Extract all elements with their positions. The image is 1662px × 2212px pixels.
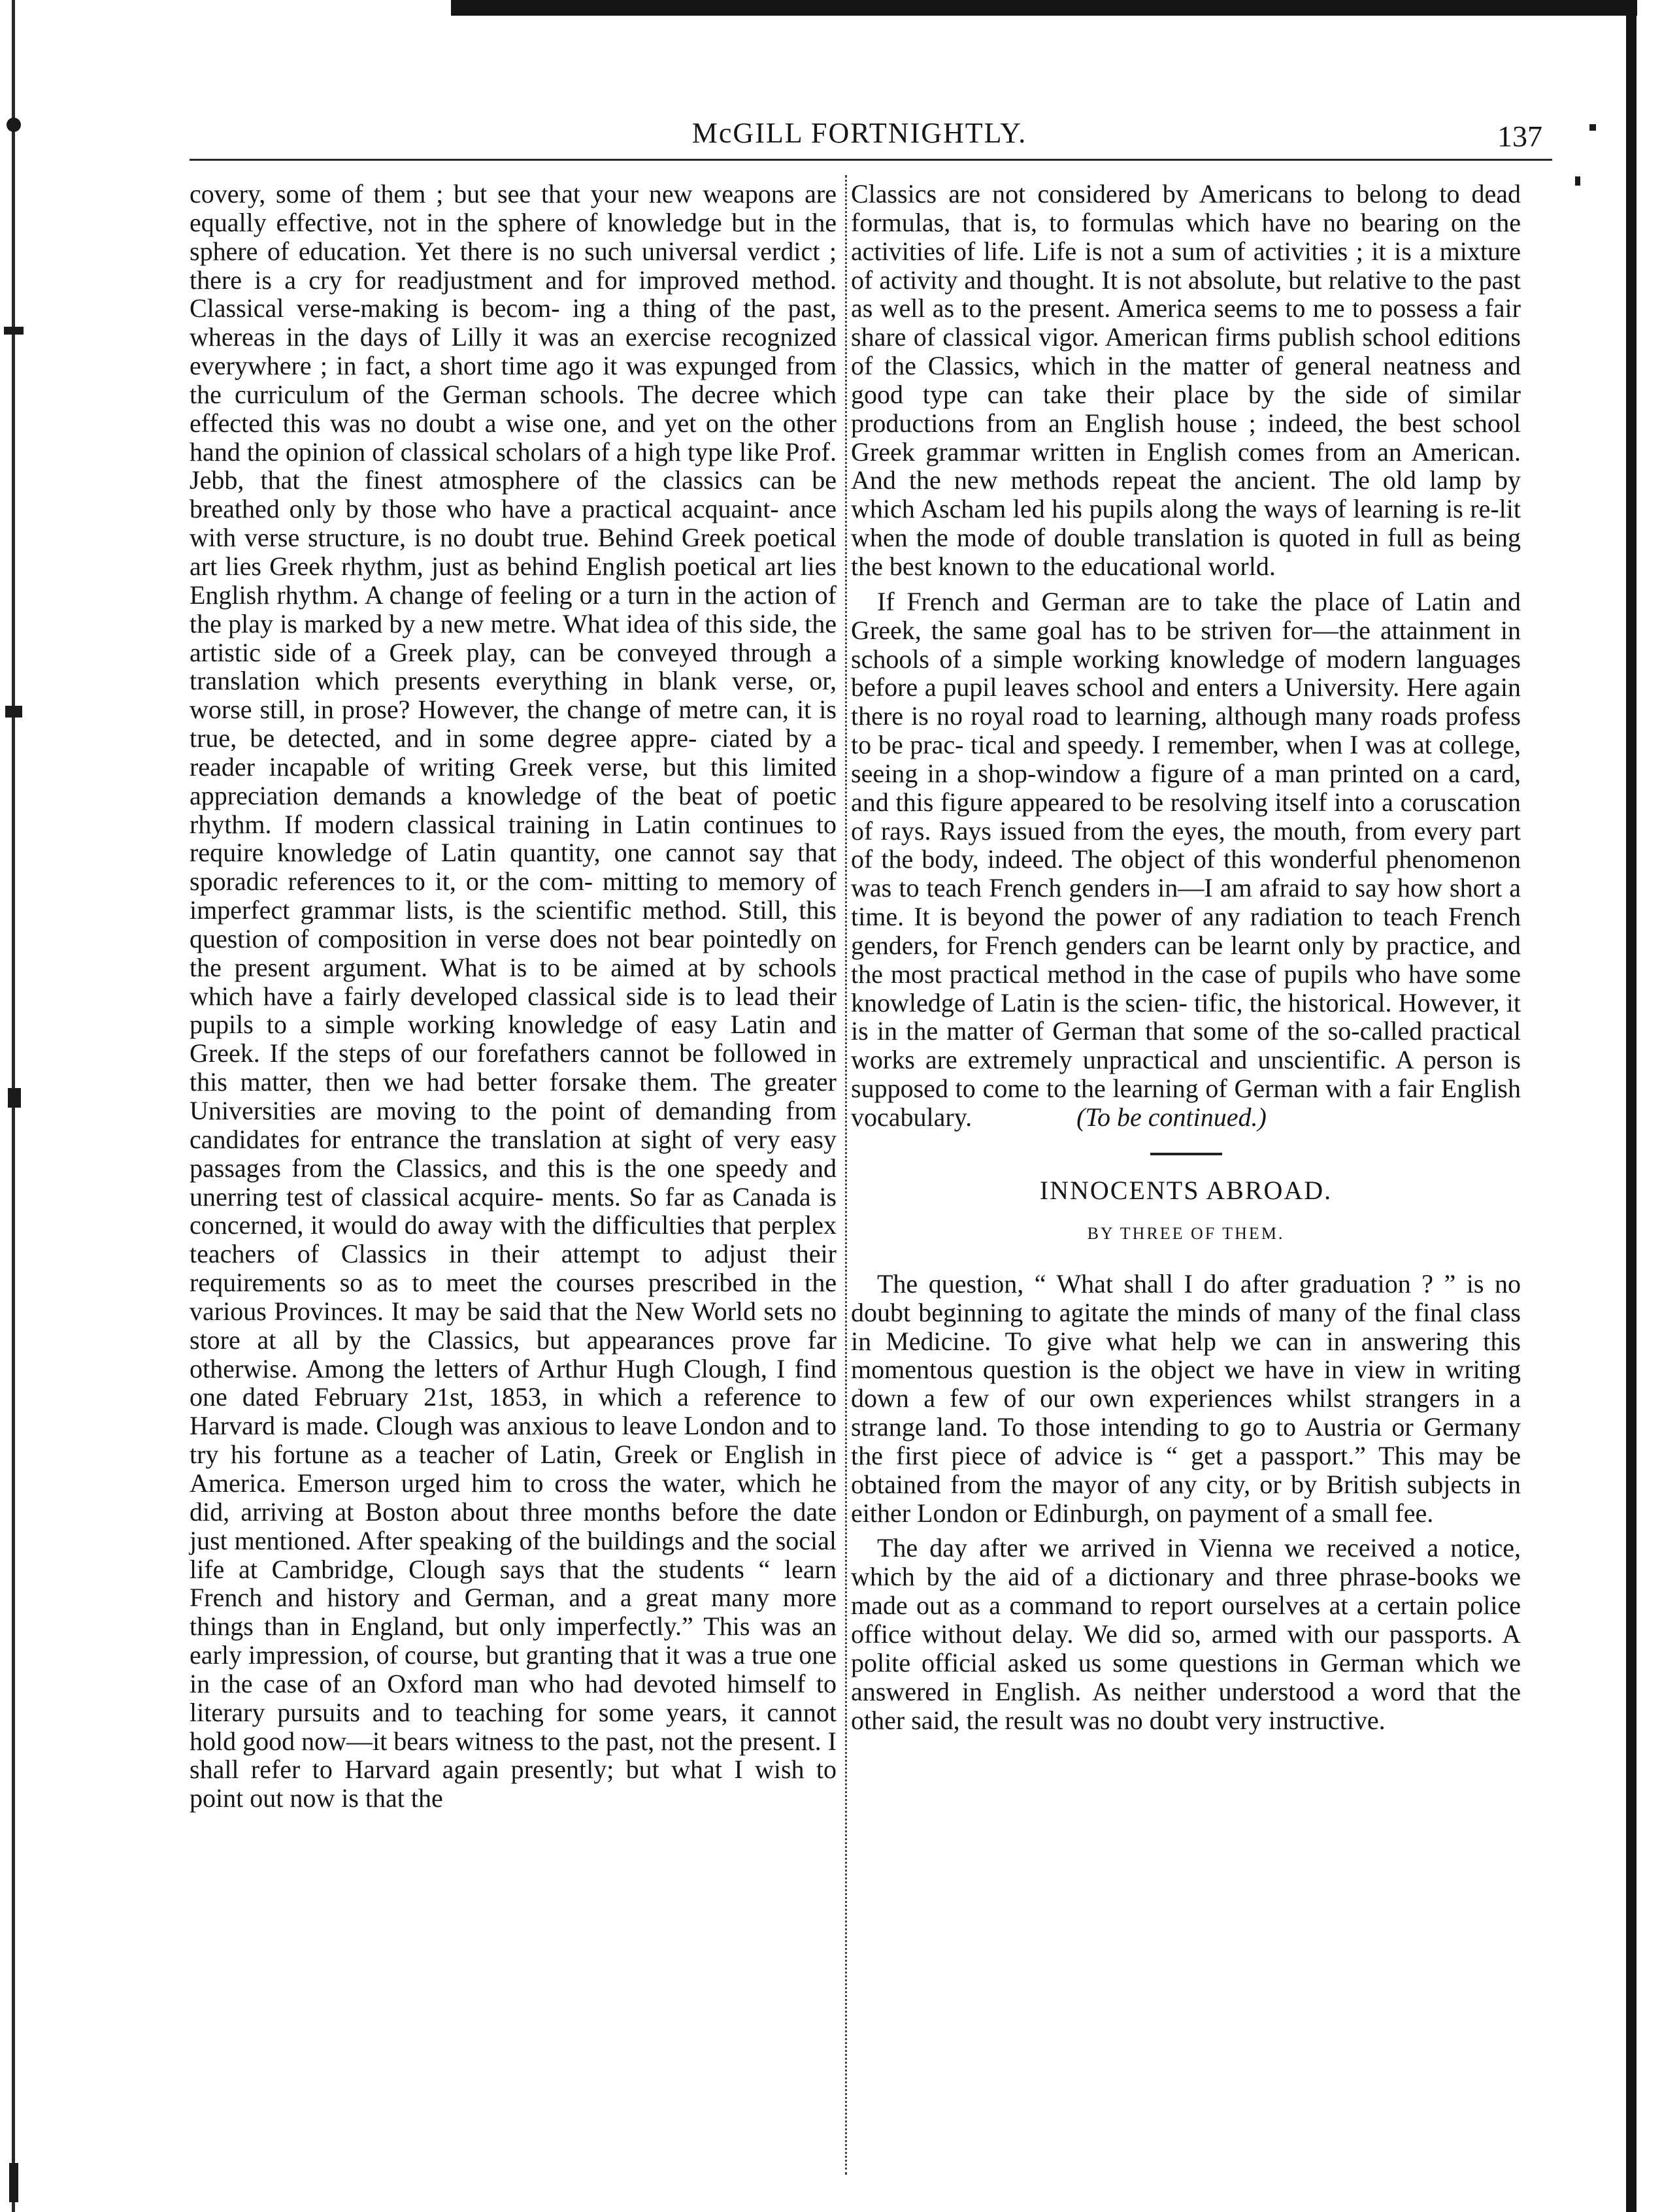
- continued-note: (To be continued.): [1076, 1102, 1267, 1132]
- margin-mark: [1575, 176, 1580, 186]
- left-column: [190, 180, 837, 1813]
- header-rule: [190, 159, 1552, 161]
- paragraph: The question, “ What shall I do after graduation ? ” is no doubt beginning to agitate the minds of many of the final class in Medicine. To give what help we can in answering this momentous question is the object we have in view in writing down a few of our own experiences whilst strangers in a strange land. To those intending to go to Austria or Germany the first piece of advice is “ get a passport.” This may be obtained from the mayor of any city, or by British subjects in either London or Edinburgh, on payment of a small fee.: [851, 1268, 1521, 1528]
- margin-mark: [7, 118, 21, 132]
- section-divider: [1150, 1153, 1222, 1155]
- right-border-rule: [1626, 0, 1637, 2212]
- page-number: 137: [1497, 120, 1542, 153]
- paragraph: covery, some of them ; but see that your new weapons are equally effective, not in the sphere of knowledge but in the sphere of education. Yet there is no such universal verdict ; there is a cry for readjustment and for improved method. Classical verse-making is becom- ing a thing of the past, whereas in the days of Lilly it was an exercise recognized everywhere ; in fact, a short time ago it was expunged from the curriculum of the German schools. The decree which effected this was no doubt a wise one, and yet on the other hand the opinion of classical scholars of a high type like Prof. Jebb, that the finest atmosphere of the classics can be breathed only by those who have a practical acquaint- ance with verse structure, is no doubt true. Behind Greek poetical art lies Greek rhythm, just as behind English poetical art lies English rhythm. A change of feeling or a turn in the action of the play is marked by a new metre. What idea of this side, the artistic side of a Greek play, can be conveyed through a translation which presents everything in blank verse, or, worse still, in prose? However, the change of metre can, it is true, be detected, and in some degree appre- ciated by a reader incapable of writing Greek verse, but this limited appreciation demands a knowledge of the beat of poetic rhythm. If modern classical training in Latin continues to require knowledge of Latin quantity, one cannot say that sporadic references to it, or the com- mitting to memory of imperfect grammar lists, is the scientific method. Still, this question of composition in verse does not bear pointedly on the present argument. What is to be aimed at by schools which have a fairly developed classical side is to lead their pupils to a simple working knowledge of easy Latin and Greek. If the steps of our forefathers cannot be followed in this matter, then we had better forsake them. The greater Universities are moving to the point of demanding from candidates for entrance the translation at sight of very easy passages from the Classics, and this is the one speedy and unerring test of classical acquire- ments. So far as Canada is concerned, it would do away with the difficulties that perplex teachers of Classics in their attempt to adjust their requirements so as to meet the courses prescribed in the various Provinces. It may be said that the New World sets no store at all by the Classics, but appearances prove far otherwise. Among the letters of Arthur Hugh Clough, I find one dated February 21st, 1853, in which a reference to Harvard is made. Clough was anxious to leave London and to try his fortune as a teacher of Latin, Greek or English in America. Emerson urged him to cross the water, which he did, arriving at Boston about three months before the date just mentioned. After speaking of the buildings and the social life at Cambridge, Clough says that the students “ learn French and history and German, and a great many more things than in England, but only imperfectly.” This was an early impression, of course, but granting that it was a true one in the case of an Oxford man who had devoted himself to literary pursuits and to teaching for some years, it cannot hold good now—it bears witness to the past, not the present. I shall refer to Harvard again presently; but what I wish to point out now is that the: [190, 179, 837, 1813]
- right-column: [851, 180, 1521, 1734]
- margin-mark: [1589, 124, 1596, 131]
- section-byline: BY THREE OF THEM.: [1087, 1223, 1285, 1243]
- running-head: McGILL FORTNIGHTLY.: [691, 117, 1027, 149]
- paragraph-text: If French and German are to take the place of Latin and Greek, the same goal has to be striven for—the attainment in schools of a simple working knowledge of modern languages before a pupil leaves school and enters a University. Here again there is no royal road to learning, although many roads profess to be prac- tical and speedy. I remember, when I was at college, seeing in a shop-window a figure of a man printed on a card, and this figure appeared to be resolving itself into a coruscation of rays. Rays issued from the eyes, the mouth, from every part of the body, indeed. The object of this wonderful phenomenon was to teach French genders in—I am afraid to say how short a time. It is beyond the power of any radiation to teach French genders, for French genders can be learnt only by practice, and the most practical method in the case of pupils who have some knowledge of Latin is the scien- tific, the historical. However, it is in the matter of German that some of the so-called practical works are extremely unpractical and unscientific. A person is supposed to come to the learning of German with a fair English vocabulary.: [851, 586, 1521, 1132]
- margin-mark: [9, 2163, 18, 2202]
- paragraph: Classics are not considered by Americans to belong to dead formulas, that is, to formulas which have no bearing on the activities of life. Life is not a sum of activities ; it is a mixture of activity and thought. It is not absolute, but relative to the past as well as to the present. America seems to me to possess a fair share of classical vigor. American firms publish school editions of the Classics, which in the matter of general neatness and good type can take their place by the side of similar productions from an English house ; indeed, the best school Greek grammar written in English comes from an American. And the new methods repeat the ancient. The old lamp by which Ascham led his pupils along the ways of learning is re-lit when the mode of double translation is quoted in full as being the best known to the educational world.: [851, 179, 1521, 581]
- margin-mark: [5, 706, 22, 718]
- column-gutter-rule: [845, 175, 847, 2175]
- margin-mark: [4, 327, 24, 335]
- margin-mark: [8, 1088, 21, 1108]
- top-border-rule: [451, 0, 1637, 16]
- paragraph: The day after we arrived in Vienna we received a notice, which by the aid of a dictionary and three phrase-books we made out as a command to report ourselves at a certain police office without delay. We did so, armed with our passports. A polite official asked us some questions in German which we answered in English. As neither understood a word that the other said, the result was no doubt very instructive.: [851, 1533, 1521, 1735]
- section-title: INNOCENTS ABROAD.: [1039, 1175, 1333, 1205]
- paragraph: [851, 587, 1521, 1132]
